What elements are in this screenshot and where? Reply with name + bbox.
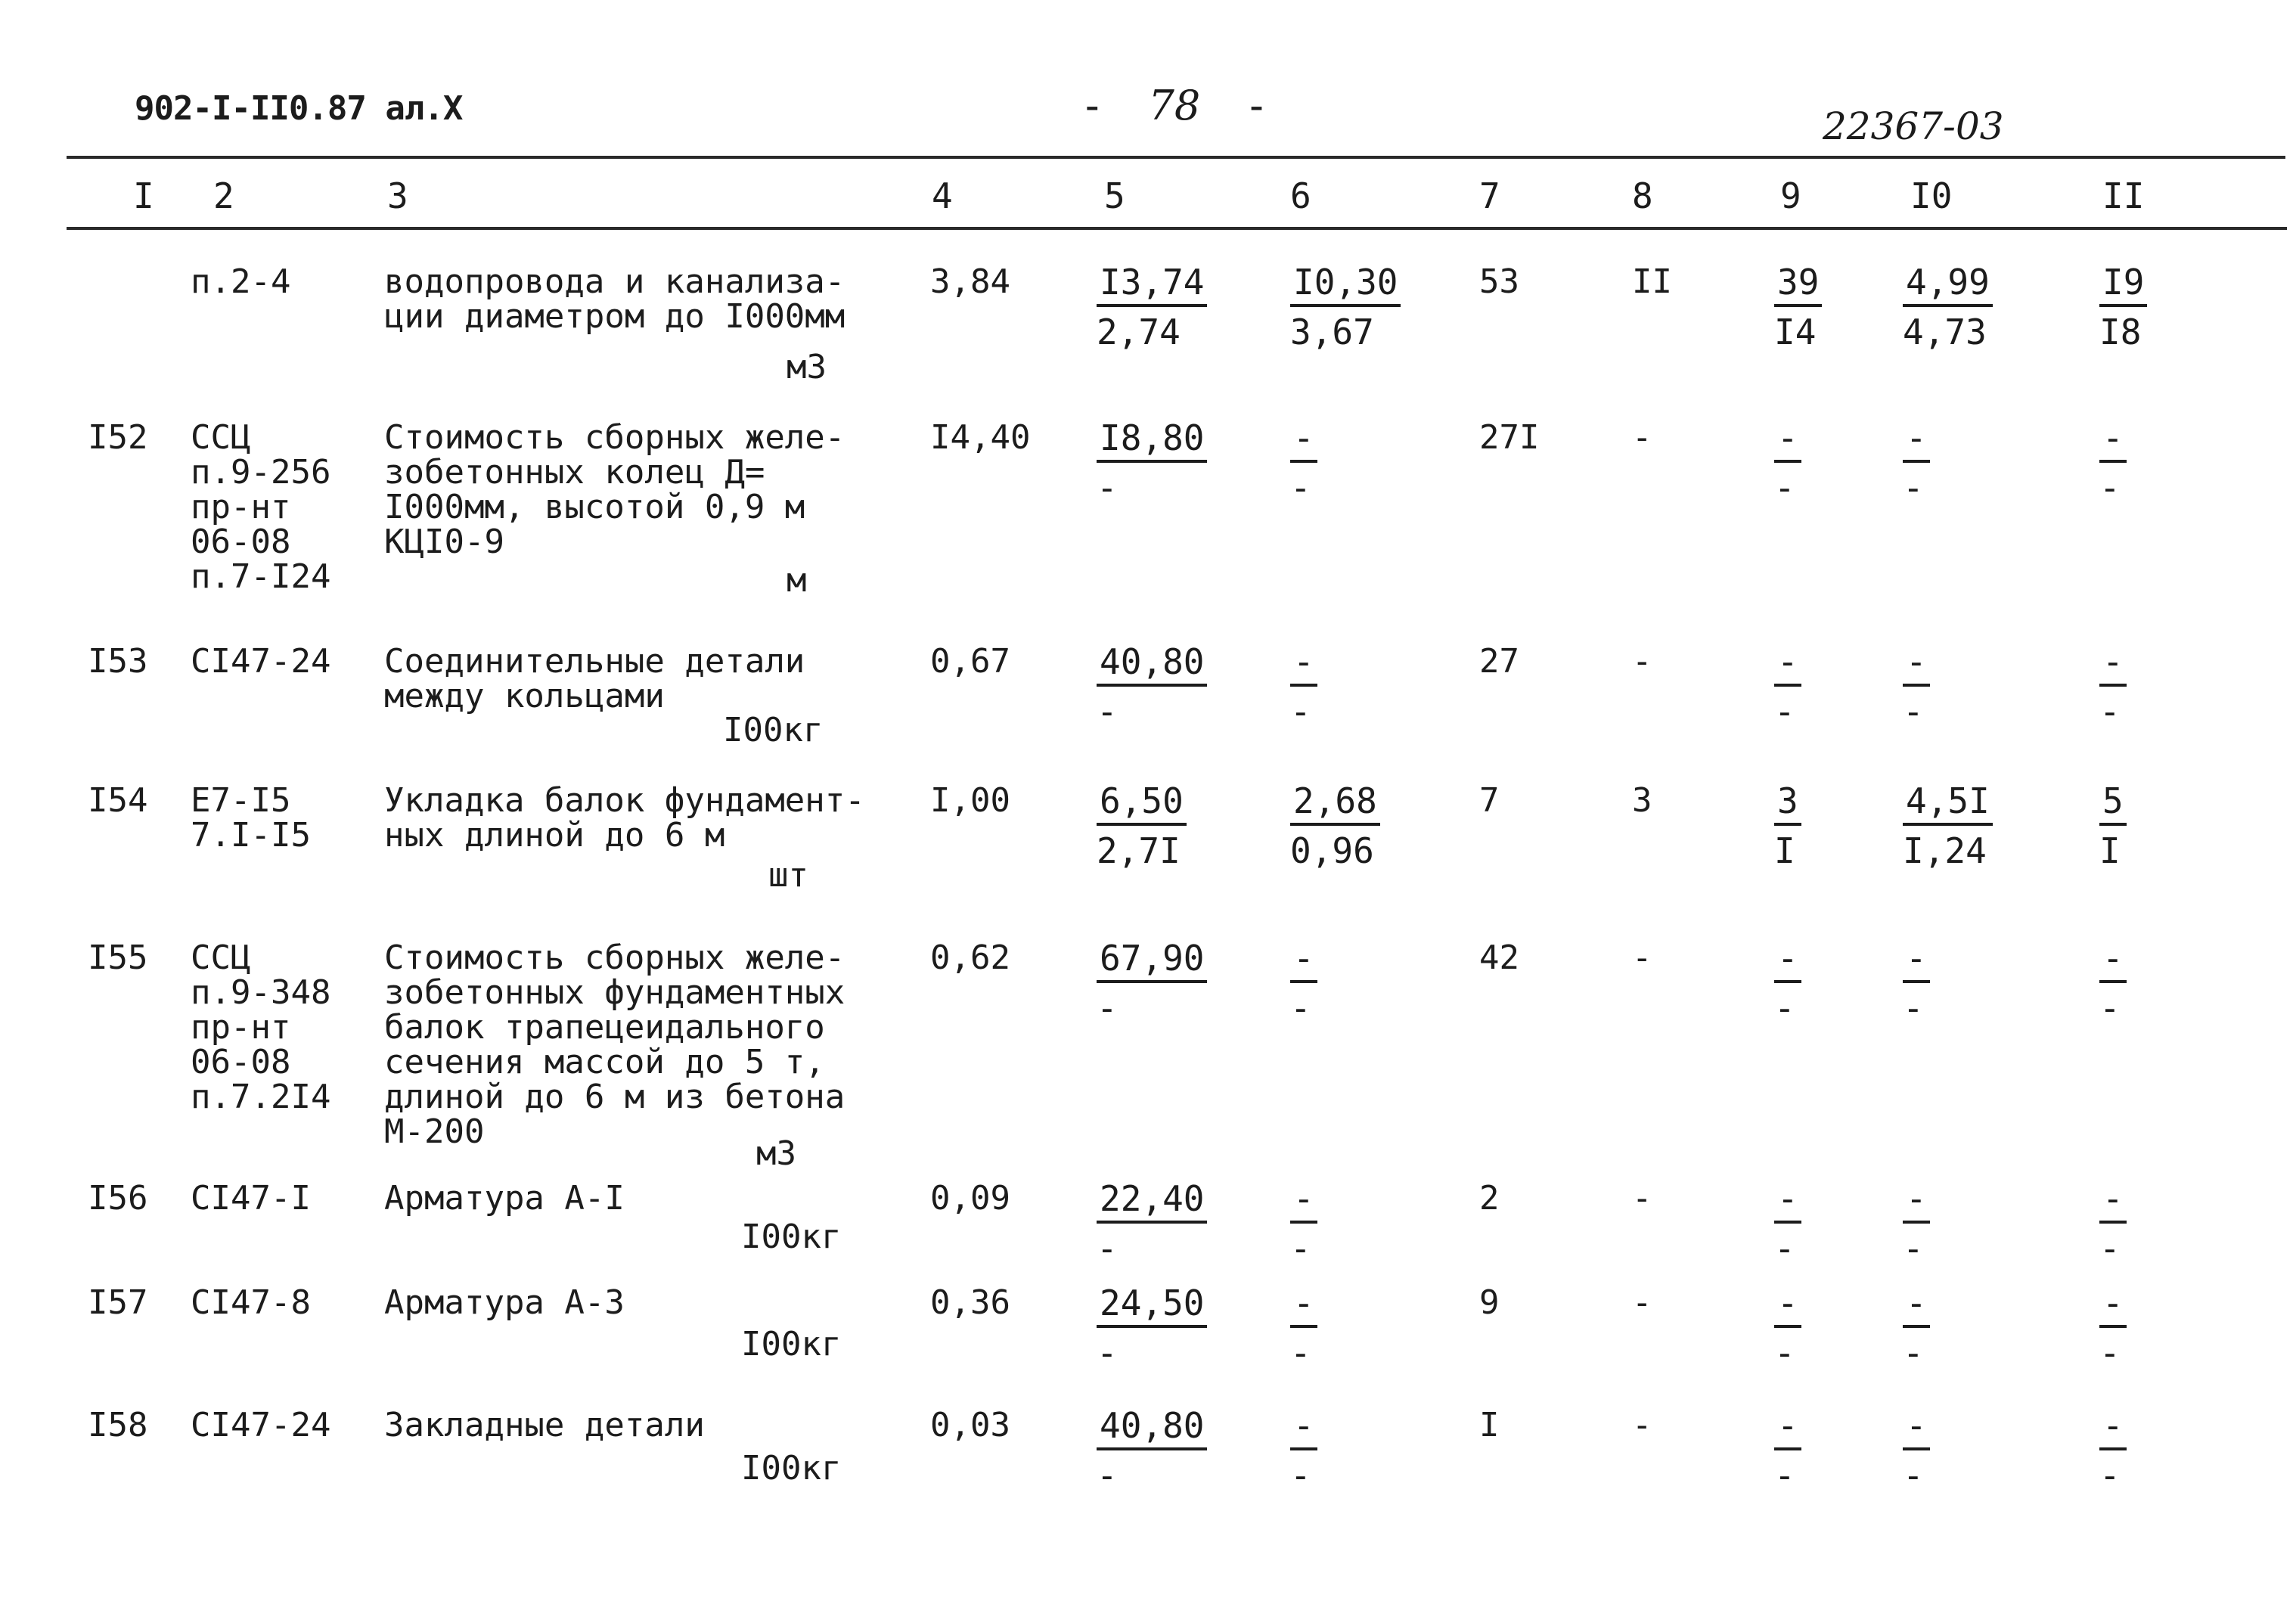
row-col-9 [1774, 1178, 1801, 1269]
row-col-11-denominator: - [2099, 1455, 2121, 1496]
row-col-10-numerator: 4,99 [1903, 265, 1993, 307]
page-number: 78 [1148, 82, 1201, 129]
row-unit: I00кг [723, 711, 824, 749]
row-col-5-denominator: 2,74 [1097, 312, 1181, 352]
row-col-8: - [1632, 938, 1652, 977]
row-col-5-numerator: 40,80 [1097, 644, 1207, 687]
col-header-11: II [2102, 175, 2145, 216]
row-col-6-numerator: - [1290, 644, 1317, 687]
row-col-6-numerator: I0,30 [1290, 265, 1401, 307]
row-number: I52 [88, 418, 148, 457]
row-description: Стоимость сборных желе- зобетонных фундаментных балок трапецеидального сечения массой до 5 т, длиной до 6 м из бетона М-200 [384, 938, 845, 1151]
row-col-5 [1097, 1283, 1207, 1373]
row-col-9-denominator: I4 [1774, 312, 1817, 352]
row-col-6 [1290, 1283, 1317, 1373]
row-col-4: 0,09 [930, 1179, 1010, 1218]
row-col-6-denominator: - [1290, 1455, 1311, 1496]
row-col-11-numerator: 5 [2099, 783, 2127, 826]
sheet-code: 22367-03 [1823, 104, 2004, 148]
row-col-5 [1097, 780, 1187, 871]
row-col-9 [1774, 641, 1801, 732]
row-unit: м3 [787, 348, 827, 386]
row-col-6-denominator: 0,96 [1290, 830, 1374, 871]
row-col-9-denominator: - [1774, 467, 1795, 508]
row-col-10-numerator: - [1903, 1181, 1930, 1224]
row-col-9-denominator: I [1774, 830, 1795, 871]
row-col-10-denominator: 4,73 [1903, 312, 1987, 352]
row-col-10 [1903, 1178, 1930, 1269]
row-col-10-denominator: - [1903, 691, 1924, 732]
row-col-10-numerator: - [1903, 1408, 1930, 1450]
row-col-6-denominator: - [1290, 467, 1311, 508]
row-col-6 [1290, 1178, 1317, 1269]
row-code: СI47-I [191, 1179, 311, 1218]
row-col-9-denominator: - [1774, 988, 1795, 1028]
row-col-5-denominator: - [1097, 988, 1118, 1028]
row-code: ССЦ п.9-348 пр-нт 06-08 п.7.2I4 [191, 938, 331, 1116]
row-description: Арматура А-I [384, 1179, 625, 1218]
row-col-11-numerator: I9 [2099, 265, 2147, 307]
row-col-9-denominator: - [1774, 691, 1795, 732]
row-number: I54 [88, 781, 148, 820]
row-col-10 [1903, 641, 1930, 732]
row-col-9-numerator: 3 [1774, 783, 1801, 826]
row-col-10 [1903, 938, 1930, 1028]
row-col-7: 42 [1479, 938, 1519, 977]
header-rule [67, 227, 2287, 230]
dash-right: - [1244, 82, 1269, 129]
row-description: Соединительные детали между кольцами [384, 642, 805, 715]
row-col-6-numerator: 2,68 [1290, 783, 1380, 826]
row-unit: м [787, 561, 807, 600]
col-header-8: 8 [1632, 175, 1653, 216]
row-col-6-numerator: - [1290, 1286, 1317, 1328]
row-col-7: 53 [1479, 262, 1519, 301]
row-col-11-denominator: - [2099, 467, 2121, 508]
row-col-5-numerator: I3,74 [1097, 265, 1207, 307]
row-unit: м3 [756, 1134, 796, 1173]
row-unit: шт [768, 856, 808, 895]
row-col-11-denominator: - [2099, 1228, 2121, 1269]
row-col-6-numerator: - [1290, 420, 1317, 463]
row-col-10-numerator: - [1903, 1286, 1930, 1328]
row-code: п.2-4 [191, 262, 291, 301]
row-col-5-denominator: - [1097, 467, 1118, 508]
row-col-10 [1903, 1405, 1930, 1496]
row-col-5-denominator: 2,7I [1097, 830, 1181, 871]
row-col-10-denominator: - [1903, 1455, 1924, 1496]
row-col-6-numerator: - [1290, 1181, 1317, 1224]
row-col-7: 2 [1479, 1179, 1500, 1218]
row-col-5-numerator: I8,80 [1097, 420, 1207, 463]
col-header-1: I [133, 175, 154, 216]
row-col-10 [1903, 262, 1993, 352]
row-col-11-denominator: - [2099, 1332, 2121, 1373]
row-col-5 [1097, 417, 1207, 508]
top-rule [67, 156, 2285, 159]
row-col-11 [2099, 262, 2147, 352]
col-header-5: 5 [1104, 175, 1125, 216]
col-header-6: 6 [1290, 175, 1311, 216]
row-col-5 [1097, 641, 1207, 732]
row-col-10 [1903, 1283, 1930, 1373]
row-col-5-denominator: - [1097, 1455, 1118, 1496]
row-col-4: I4,40 [930, 418, 1031, 457]
row-col-9-numerator: - [1774, 1286, 1801, 1328]
row-col-5-numerator: 67,90 [1097, 941, 1207, 983]
row-col-10-numerator: - [1903, 644, 1930, 687]
row-col-9-numerator: - [1774, 420, 1801, 463]
row-col-11-numerator: - [2099, 1408, 2127, 1450]
row-col-11-numerator: - [2099, 1286, 2127, 1328]
row-col-10 [1903, 780, 1993, 871]
row-col-10-numerator: 4,5I [1903, 783, 1993, 826]
row-col-5-denominator: - [1097, 1228, 1118, 1269]
row-col-9 [1774, 262, 1822, 352]
row-unit: I00кг [741, 1218, 842, 1256]
row-col-9-numerator: - [1774, 1408, 1801, 1450]
document-code: 902-I-II0.87 ал.Х [135, 89, 463, 128]
row-description: Арматура А-3 [384, 1283, 625, 1322]
row-col-6 [1290, 417, 1317, 508]
row-number: I55 [88, 938, 148, 977]
row-col-10-denominator: - [1903, 988, 1924, 1028]
row-col-8: 3 [1632, 781, 1652, 820]
row-code: СI47-24 [191, 642, 331, 681]
row-col-6-denominator: - [1290, 1332, 1311, 1373]
row-col-8: - [1632, 1406, 1652, 1444]
row-code: ССЦ п.9-256 пр-нт 06-08 п.7-I24 [191, 418, 331, 596]
row-col-11 [2099, 780, 2127, 871]
row-col-6-denominator: - [1290, 988, 1311, 1028]
row-col-5 [1097, 262, 1207, 352]
row-col-10-denominator: - [1903, 1332, 1924, 1373]
row-col-7: 9 [1479, 1283, 1500, 1322]
row-col-11 [2099, 417, 2127, 508]
row-col-8: II [1632, 262, 1672, 301]
row-col-6 [1290, 938, 1317, 1028]
row-col-7: I [1479, 1406, 1500, 1444]
row-col-7: 7 [1479, 781, 1500, 820]
row-unit: I00кг [741, 1325, 842, 1363]
row-col-11 [2099, 1405, 2127, 1496]
row-col-11-denominator: I [2099, 830, 2121, 871]
row-number: I57 [88, 1283, 148, 1322]
col-header-4: 4 [932, 175, 953, 216]
col-header-9: 9 [1780, 175, 1801, 216]
row-col-5-numerator: 24,50 [1097, 1286, 1207, 1328]
row-col-11-numerator: - [2099, 941, 2127, 983]
row-description: Укладка балок фундамент- ных длиной до 6 м [384, 781, 865, 855]
row-col-9-numerator: 39 [1774, 265, 1822, 307]
row-col-6 [1290, 641, 1317, 732]
row-code: СI47-24 [191, 1406, 331, 1444]
row-col-9-denominator: - [1774, 1455, 1795, 1496]
row-col-11-numerator: - [2099, 1181, 2127, 1224]
row-col-11 [2099, 1178, 2127, 1269]
row-col-5-denominator: - [1097, 691, 1118, 732]
row-description: водопровода и канализа- ции диаметром до I000мм [384, 262, 845, 336]
dash-left: - [1080, 82, 1105, 129]
row-col-10-denominator: - [1903, 467, 1924, 508]
row-col-9-denominator: - [1774, 1228, 1795, 1269]
row-col-10-numerator: - [1903, 941, 1930, 983]
row-col-6-denominator: 3,67 [1290, 312, 1374, 352]
row-col-4: 0,62 [930, 938, 1010, 977]
row-col-9-numerator: - [1774, 941, 1801, 983]
row-col-10 [1903, 417, 1930, 508]
row-col-8: - [1632, 1179, 1652, 1218]
row-col-10-numerator: - [1903, 420, 1930, 463]
row-col-11-numerator: - [2099, 420, 2127, 463]
row-col-7: 27 [1479, 642, 1519, 681]
row-col-5 [1097, 938, 1207, 1028]
row-col-5 [1097, 1405, 1207, 1496]
row-col-5-denominator: - [1097, 1332, 1118, 1373]
row-col-6-denominator: - [1290, 1228, 1311, 1269]
col-header-2: 2 [213, 175, 234, 216]
row-code: СI47-8 [191, 1283, 311, 1322]
row-col-10-denominator: - [1903, 1228, 1924, 1269]
row-col-5 [1097, 1178, 1207, 1269]
row-col-11 [2099, 641, 2127, 732]
row-col-8: - [1632, 418, 1652, 457]
page-number-block [1080, 82, 1269, 129]
col-header-7: 7 [1479, 175, 1500, 216]
row-col-6 [1290, 262, 1401, 352]
row-col-4: 0,36 [930, 1283, 1010, 1322]
row-col-7: 27I [1479, 418, 1540, 457]
row-col-6-denominator: - [1290, 691, 1311, 732]
row-col-11-denominator: - [2099, 691, 2121, 732]
row-col-11-numerator: - [2099, 644, 2127, 687]
row-col-6 [1290, 780, 1380, 871]
row-col-11-denominator: - [2099, 988, 2121, 1028]
row-number: I56 [88, 1179, 148, 1218]
row-col-9-numerator: - [1774, 1181, 1801, 1224]
row-col-11 [2099, 938, 2127, 1028]
row-description: Закладные детали [384, 1406, 705, 1444]
row-col-9 [1774, 1283, 1801, 1373]
row-col-9 [1774, 938, 1801, 1028]
row-col-4: I,00 [930, 781, 1010, 820]
row-number: I58 [88, 1406, 148, 1444]
row-unit: I00кг [741, 1449, 842, 1488]
row-description: Стоимость сборных желе- зобетонных колец Д= I000мм, высотой 0,9 м КЦI0-9 [384, 418, 845, 561]
row-col-4: 0,03 [930, 1406, 1010, 1444]
row-col-11 [2099, 1283, 2127, 1373]
row-number: I53 [88, 642, 148, 681]
row-col-4: 3,84 [930, 262, 1010, 301]
row-col-9-numerator: - [1774, 644, 1801, 687]
row-col-6-numerator: - [1290, 941, 1317, 983]
row-code: Е7-I5 7.I-I5 [191, 781, 311, 855]
row-col-9 [1774, 780, 1801, 871]
row-col-9 [1774, 417, 1801, 508]
row-col-8: - [1632, 1283, 1652, 1322]
row-col-4: 0,67 [930, 642, 1010, 681]
row-col-9-denominator: - [1774, 1332, 1795, 1373]
col-header-10: I0 [1910, 175, 1953, 216]
row-col-5-numerator: 40,80 [1097, 1408, 1207, 1450]
row-col-9 [1774, 1405, 1801, 1496]
row-col-6 [1290, 1405, 1317, 1496]
row-col-11-denominator: I8 [2099, 312, 2142, 352]
row-col-5-numerator: 6,50 [1097, 783, 1187, 826]
col-header-3: 3 [387, 175, 408, 216]
row-col-10-denominator: I,24 [1903, 830, 1987, 871]
row-col-6-numerator: - [1290, 1408, 1317, 1450]
row-col-8: - [1632, 642, 1652, 681]
row-col-5-numerator: 22,40 [1097, 1181, 1207, 1224]
